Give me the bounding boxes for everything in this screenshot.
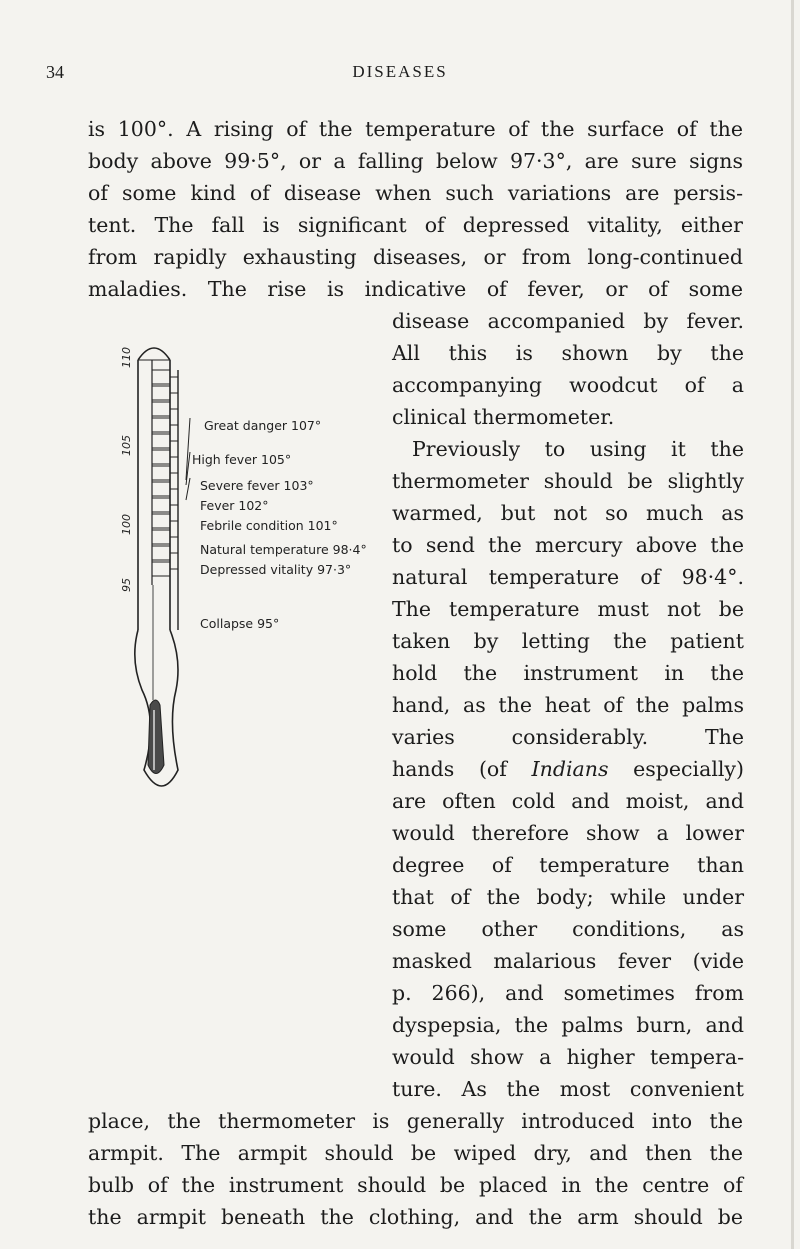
- text-line: degree of temperature than: [392, 853, 744, 877]
- annotation-severe-fever: Severe fever 103°: [200, 478, 314, 493]
- annotation-febrile-condition: Febrile condition 101°: [200, 518, 338, 533]
- text-line: accompanying woodcut of a: [392, 373, 744, 397]
- text-line: hand, as the heat of the palms: [392, 693, 744, 717]
- text-line: varies considerably. The: [392, 725, 744, 749]
- annotation-high-fever: High fever 105°: [192, 452, 292, 467]
- text-line: would therefore show a lower: [392, 821, 744, 845]
- text-line: ture. As the most convenient: [392, 1077, 744, 1101]
- text-line: would show a higher tempera-: [392, 1045, 744, 1069]
- text-line: that of the body; while under: [392, 885, 744, 909]
- scale-label-110: 110: [120, 347, 133, 368]
- text-line: some other conditions, as: [392, 917, 744, 941]
- text-line: maladies. The rise is indicative of fever, or of some: [88, 277, 743, 301]
- annotation-depressed-vitality: Depressed vitality 97·3°: [200, 562, 352, 577]
- running-head: DISEASES: [352, 62, 448, 81]
- text-line: place, the thermometer is generally introduced into the: [88, 1109, 743, 1133]
- text-segment: hands (of: [392, 757, 532, 781]
- page-edge: [791, 0, 794, 1249]
- text-line: to send the mercury above the: [392, 533, 744, 557]
- text-line: Previously to using it the: [412, 437, 744, 461]
- text-line: from rapidly exhausting diseases, or from long-continued: [88, 245, 743, 269]
- text-line: of some kind of disease when such variations are persis-: [88, 181, 743, 205]
- annotation-collapse: Collapse 95°: [200, 616, 280, 631]
- scale-label-105: 105: [120, 435, 133, 456]
- clinical-thermometer-figure: [120, 330, 390, 800]
- scale-label-95: 95: [120, 578, 133, 592]
- text-line: are often cold and moist, and: [392, 789, 744, 813]
- annotation-fever: Fever 102°: [200, 498, 269, 513]
- text-line: tent. The fall is significant of depressed vitality, either: [88, 213, 743, 237]
- text-line: disease accompanied by fever.: [392, 309, 744, 333]
- text-line: taken by letting the patient: [392, 629, 744, 653]
- text-line: dyspepsia, the palms burn, and: [392, 1013, 744, 1037]
- scale-label-100: 100: [120, 514, 133, 535]
- text-line: clinical thermometer.: [392, 405, 615, 429]
- text-line: is 100°. A rising of the temperature of the surface of the: [88, 117, 743, 141]
- text-line: body above 99·5°, or a falling below 97·3°, are sure signs: [88, 149, 743, 173]
- text-line: armpit. The armpit should be wiped dry, and then the: [88, 1141, 743, 1165]
- text-line: the armpit beneath the clothing, and the arm should be: [88, 1205, 743, 1229]
- text-line: bulb of the instrument should be placed in the centre of: [88, 1173, 743, 1197]
- text-line: masked malarious fever (vide: [392, 949, 744, 973]
- page-number: 34: [46, 62, 64, 82]
- annotation-great-danger: Great danger 107°: [204, 418, 322, 433]
- annotation-natural-temperature: Natural temperature 98·4°: [200, 542, 367, 557]
- text-line: All this is shown by the: [392, 341, 744, 365]
- text-line: p. 266), and sometimes from: [392, 981, 744, 1005]
- text-line: warmed, but not so much as: [392, 501, 744, 525]
- text-line: hold the instrument in the: [392, 661, 744, 685]
- text-line: The temperature must not be: [392, 597, 744, 621]
- text-line: thermometer should be slightly: [392, 469, 744, 493]
- text-line: natural temperature of 98·4°.: [392, 565, 744, 589]
- text-segment: especially): [608, 757, 745, 781]
- text-line: [392, 753, 744, 785]
- italic-text: Indians: [531, 757, 609, 781]
